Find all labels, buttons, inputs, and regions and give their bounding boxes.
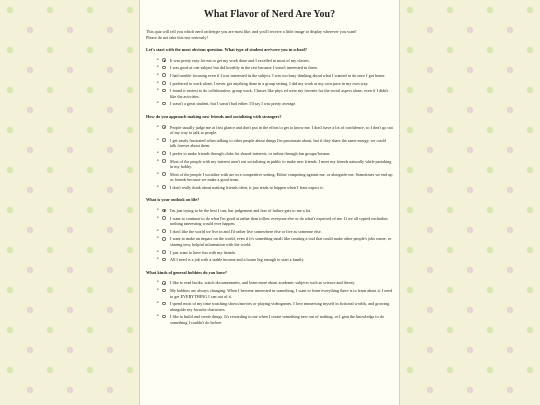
question-text: How do you approach making new friends and socializing with strangers? bbox=[146, 113, 282, 119]
answer-option[interactable] bbox=[158, 151, 393, 157]
questions-container bbox=[146, 47, 393, 325]
radio-button[interactable] bbox=[162, 102, 166, 106]
radio-button[interactable] bbox=[162, 216, 166, 220]
answer-label: I want to make an impact on the world, even if it's something small like creating a tool that could make other people's jobs easier, or sharing new, helpful information with the world. bbox=[170, 236, 392, 248]
answer-label: I wasn't a great student, but I wasn't bad either. I'd say I was pretty average. bbox=[170, 101, 297, 107]
answer-option[interactable] bbox=[158, 138, 393, 149]
answer-label: I want to continue to do what I'm good at rather than follow everyone else or do what's expected of me. If we all copied eachother, nothing interesting would ever happen. bbox=[170, 215, 389, 227]
radio-button[interactable] bbox=[162, 151, 166, 155]
radio-button[interactable] bbox=[162, 159, 166, 163]
answer-option[interactable] bbox=[158, 250, 393, 256]
radio-button[interactable] bbox=[162, 315, 166, 319]
radio-button[interactable] bbox=[162, 289, 166, 293]
radio-button[interactable] bbox=[162, 302, 166, 306]
radio-button[interactable] bbox=[162, 138, 166, 142]
radio-button[interactable] bbox=[162, 209, 166, 213]
answer-option[interactable] bbox=[158, 185, 393, 191]
answer-label: People usually judge me at first glance and don't put in the effort to get to know me. I don't have a lot of confidence, so I don't go out of my way to talk to people. bbox=[170, 124, 393, 136]
radio-button[interactable] bbox=[162, 172, 166, 176]
intro-line: Please do not take this test seriously! bbox=[146, 34, 208, 40]
answer-option[interactable] bbox=[158, 314, 393, 325]
answer-label: It was pretty easy for me to get my work done and I excelled in most of my classes. bbox=[170, 57, 310, 63]
answer-label: I don't really think about making friends often, it just tends to happen when I least expect it. bbox=[170, 184, 324, 190]
page-title: What Flavor of Nerd Are You? bbox=[203, 9, 336, 20]
question-text: Let's start with the most obvious question. What type of student are/were you in school? bbox=[146, 47, 308, 53]
answer-option[interactable] bbox=[158, 280, 393, 286]
answer-option[interactable] bbox=[158, 301, 393, 312]
radio-button[interactable] bbox=[162, 81, 166, 85]
answer-label: I don't like the world we live in and I'd rather live somewhere else or live as someone else. bbox=[170, 228, 322, 234]
answer-option[interactable] bbox=[158, 81, 393, 87]
answer-label: I spend most of my time watching shows/movies or playing videogames. I love immersing myself in fictional worlds, and growing alongside my favorite characters. bbox=[170, 301, 390, 312]
answer-option[interactable] bbox=[158, 65, 393, 71]
radio-button[interactable] bbox=[162, 258, 166, 262]
answer-label: I get easily frustrated when talking to other people about things I'm passionate about, but if they share the same energy, we could talk forever about them. bbox=[170, 137, 386, 149]
answer-option[interactable] bbox=[158, 73, 393, 79]
radio-button[interactable] bbox=[162, 89, 166, 93]
answer-label: Most of the people I socialize with are in a competitive setting. Either competing against me, or alongside me. Sometimes we end up as friends because we make a good team. bbox=[170, 171, 393, 183]
answer-option[interactable] bbox=[158, 101, 393, 107]
answer-label: I preferred to work alone, I never got anything done in a group setting. I did my work at my own pace in my own way. bbox=[170, 80, 369, 86]
radio-button[interactable] bbox=[162, 237, 166, 241]
answer-option[interactable] bbox=[158, 172, 393, 183]
question-text: What is your outlook on life? bbox=[146, 197, 200, 203]
answer-option[interactable] bbox=[158, 159, 393, 170]
answer-label: I like to build and create things. It's rewarding to me when I create something new out of nothing, or I gain the knowledge to do something I couldn't do before. bbox=[170, 314, 384, 325]
answer-option[interactable] bbox=[158, 88, 393, 99]
answer-option[interactable] bbox=[158, 125, 393, 136]
radio-button[interactable] bbox=[162, 58, 166, 62]
radio-button[interactable] bbox=[162, 229, 166, 233]
answer-label: Most of the people with my interest aren't out socializing in public to make new friends. I meet my friends naturally while partaking in my hobby. bbox=[170, 158, 392, 170]
answer-option[interactable] bbox=[158, 236, 393, 247]
radio-button[interactable] bbox=[162, 73, 166, 77]
radio-button[interactable] bbox=[162, 250, 166, 254]
intro-text bbox=[146, 29, 393, 40]
quiz-page bbox=[139, 0, 400, 405]
answer-label: I found it easiest to do collaborative, group work. Classes like phys ed were my favorite for the social aspect alone, even if I didn't like the activities. bbox=[170, 88, 389, 99]
radio-button[interactable] bbox=[162, 125, 166, 129]
answer-list bbox=[146, 208, 393, 263]
answer-option[interactable] bbox=[158, 216, 393, 227]
answer-label: My hobbies are always changing. When I become interested in something, I want to learn everything there is to learn about it. I need to get EVERYTHING I can out of it. bbox=[170, 288, 393, 299]
answer-label: I like to read books, watch documentaries, and learn more about academic subjects such as science and theory. bbox=[170, 280, 356, 286]
answer-label: I'm just trying to be the best I can, but judgement and fear of failure gets to me a lot. bbox=[170, 208, 312, 214]
answer-list bbox=[146, 125, 393, 191]
intro-line: This quiz will tell you which nerd archetype you are most like, and you'll receive a little image to display wherever you want! bbox=[146, 29, 357, 34]
radio-button[interactable] bbox=[162, 185, 166, 189]
answer-option[interactable] bbox=[158, 288, 393, 299]
answer-option[interactable] bbox=[158, 229, 393, 235]
answer-list bbox=[146, 280, 393, 325]
radio-button[interactable] bbox=[162, 281, 166, 285]
answer-option[interactable] bbox=[158, 208, 393, 214]
question-text: What kinds of general hobbies do you have? bbox=[146, 269, 228, 275]
answer-option[interactable] bbox=[158, 257, 393, 263]
answer-label: I just want to have fun with my friends. bbox=[170, 249, 237, 255]
radio-button[interactable] bbox=[162, 66, 166, 70]
answer-label: I was good at one subject but did horribly in the rest because I wasn't interested in them. bbox=[170, 65, 318, 71]
answer-label: I prefer to make friends through clubs for shared interests, or online through fan groups/forums. bbox=[170, 150, 331, 156]
answer-option[interactable] bbox=[158, 58, 393, 64]
answer-label: I had trouble focusing even if I was interested in the subject. I was too busy thinking about what I wanted to do once I got home. bbox=[170, 72, 386, 78]
answer-list bbox=[146, 58, 393, 107]
answer-label: All I need is a job with a stable income and a house big enough to start a family. bbox=[170, 257, 305, 263]
